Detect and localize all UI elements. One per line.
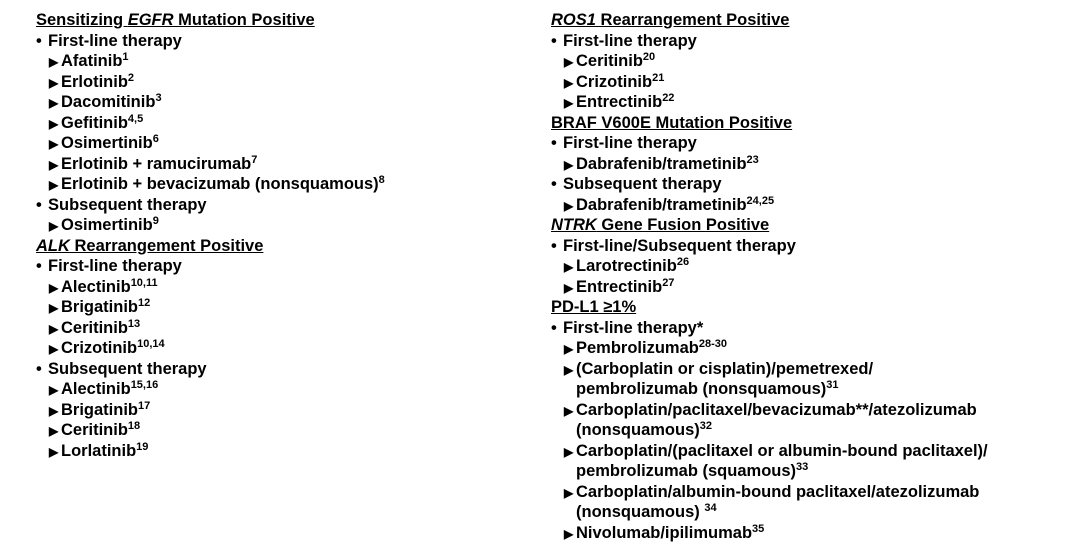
item-label: Dabrafenib/trametinib (576, 154, 747, 173)
reference-superscript: 22 (662, 92, 675, 104)
item-label: Pembrolizumab (576, 339, 699, 357)
list-item (551, 441, 1071, 462)
right-column (551, 10, 1071, 543)
item-label: Carboplatin/(paclitaxel or albumin-bound paclitaxel)/ (576, 441, 988, 460)
triangle-bullet-icon: ▶ (49, 157, 59, 172)
item-label-continued: pembrolizumab (squamous) (576, 462, 797, 480)
item-label: Carboplatin/albumin-bound paclitaxel/atezolizumab (576, 482, 980, 501)
triangle-bullet-icon: ▶ (49, 342, 59, 356)
reference-superscript: 34 (704, 502, 717, 514)
egfr-first-line-list (36, 51, 506, 195)
triangle-bullet-icon: ▶ (564, 55, 574, 69)
item-label: Osimertinib (61, 216, 153, 234)
list-item (36, 72, 506, 93)
list-item (36, 277, 506, 298)
reference-superscript: 24,25 (746, 194, 775, 207)
list-item (36, 51, 506, 72)
alk-subsequent-label: • Subsequent therapy (36, 359, 207, 378)
ros1-first-line-list (551, 51, 1071, 113)
triangle-bullet-icon: ▶ (564, 157, 574, 172)
reference-superscript: 10,11 (130, 276, 158, 289)
item-label: Crizotinib (61, 339, 138, 357)
list-item-continuation (551, 461, 1071, 482)
item-label: Brigatinib (61, 400, 138, 419)
list-item (551, 277, 1071, 298)
bullet-icon: • (551, 175, 557, 193)
ros1-first-line-label: • First-line therapy (551, 31, 697, 50)
item-label: Dabrafenib/trametinib (576, 195, 747, 214)
braf-first-line-label: • First-line therapy (551, 134, 697, 152)
reference-superscript: 23 (746, 153, 759, 166)
braf-subsequent-list (551, 195, 1071, 216)
list-item (36, 154, 506, 175)
triangle-bullet-icon: ▶ (49, 219, 59, 233)
triangle-bullet-icon: ▶ (49, 75, 59, 90)
triangle-bullet-icon: ▶ (49, 301, 59, 315)
item-label-continued: pembrolizumab (nonsquamous) (576, 380, 827, 398)
reference-superscript: 33 (796, 461, 809, 473)
pdl1-heading: PD-L1 ≥1% (551, 298, 637, 316)
list-item (551, 51, 1071, 72)
reference-superscript: 10,14 (137, 338, 165, 350)
ros1-heading: ROS1 Rearrangement Positive (551, 11, 790, 29)
triangle-bullet-icon: ▶ (49, 116, 59, 131)
list-item-continuation (551, 379, 1071, 400)
reference-superscript: 8 (378, 174, 385, 186)
reference-superscript: 3 (155, 92, 162, 104)
list-item (551, 482, 1071, 503)
alk-heading: ALK Rearrangement Positive (36, 236, 264, 255)
bullet-icon: • (551, 31, 557, 50)
reference-superscript: 18 (127, 420, 141, 432)
item-label: Entrectinib (576, 93, 663, 111)
list-item (36, 133, 506, 154)
egfr-heading: Sensitizing EGFR Mutation Positive (36, 11, 315, 29)
item-label: Gefitinib (61, 113, 128, 132)
reference-superscript: 28-30 (698, 338, 727, 350)
triangle-bullet-icon: ▶ (564, 403, 574, 418)
item-label: Osimertinib (61, 134, 153, 152)
reference-superscript: 4,5 (127, 112, 144, 125)
egfr-first-line-label: • First-line therapy (36, 31, 182, 50)
triangle-bullet-icon: ▶ (564, 198, 574, 213)
reference-superscript: 27 (662, 276, 675, 289)
triangle-bullet-icon: ▶ (49, 383, 59, 397)
item-label: Crizotinib (576, 72, 653, 91)
left-column (36, 10, 506, 461)
braf-heading: BRAF V600E Mutation Positive (551, 113, 793, 132)
reference-superscript: 17 (138, 399, 151, 412)
item-label: Entrectinib (576, 277, 663, 296)
pdl1-list (551, 338, 1071, 543)
list-item (36, 379, 506, 400)
reference-superscript: 19 (136, 440, 149, 453)
list-item (36, 318, 506, 339)
pdl1-first-line-label: • First-line therapy* (551, 318, 704, 337)
triangle-bullet-icon: ▶ (564, 96, 574, 110)
bullet-icon: • (36, 359, 42, 378)
item-label: Ceritinib (61, 421, 128, 439)
reference-superscript: 15,16 (130, 379, 159, 391)
list-item (551, 523, 1071, 544)
item-label: Ceritinib (576, 52, 643, 70)
list-item (36, 420, 506, 441)
reference-superscript: 1 (122, 51, 129, 63)
braf-first-line-list (551, 154, 1071, 175)
alk-first-line-list (36, 277, 506, 359)
triangle-bullet-icon: ▶ (49, 55, 59, 69)
item-label-continued: (nonsquamous) (576, 503, 705, 521)
triangle-bullet-icon: ▶ (564, 280, 574, 295)
reference-superscript: 9 (152, 215, 159, 227)
triangle-bullet-icon: ▶ (564, 75, 574, 90)
triangle-bullet-icon: ▶ (49, 444, 59, 459)
ntrk-first-line-label: • First-line/Subsequent therapy (551, 236, 796, 255)
triangle-bullet-icon: ▶ (49, 137, 59, 151)
list-item (551, 359, 1071, 380)
item-label: (Carboplatin or cisplatin)/pemetrexed/ (576, 359, 874, 378)
item-label: Lorlatinib (61, 441, 137, 460)
list-item (36, 215, 506, 236)
triangle-bullet-icon: ▶ (49, 403, 59, 418)
item-label: Erlotinib + ramucirumab (61, 154, 252, 173)
triangle-bullet-icon: ▶ (49, 178, 59, 192)
triangle-bullet-icon: ▶ (49, 280, 59, 295)
ntrk-heading: NTRK Gene Fusion Positive (551, 216, 770, 234)
reference-superscript: 12 (138, 297, 151, 309)
bullet-icon: • (551, 318, 557, 337)
list-item (36, 92, 506, 113)
reference-superscript: 20 (642, 51, 656, 63)
list-item-continuation (551, 420, 1071, 441)
triangle-bullet-icon: ▶ (564, 444, 574, 459)
reference-superscript: 2 (127, 71, 135, 84)
list-item (36, 113, 506, 134)
egfr-subsequent-list (36, 215, 506, 236)
list-item-continuation (551, 502, 1071, 523)
bullet-icon: • (36, 257, 42, 275)
list-item (36, 297, 506, 318)
ntrk-first-line-list (551, 256, 1071, 297)
triangle-bullet-icon: ▶ (564, 362, 574, 377)
list-item (36, 338, 506, 359)
triangle-bullet-icon: ▶ (49, 321, 59, 336)
list-item (551, 154, 1071, 175)
braf-subsequent-label: • Subsequent therapy (551, 175, 722, 193)
reference-superscript: 6 (152, 133, 159, 145)
item-label: Afatinib (61, 52, 123, 70)
triangle-bullet-icon: ▶ (49, 96, 59, 110)
alk-first-line-label: • First-line therapy (36, 257, 182, 275)
reference-superscript: 32 (699, 420, 712, 432)
triangle-bullet-icon: ▶ (564, 526, 574, 541)
reference-superscript: 21 (652, 71, 665, 84)
list-item (36, 400, 506, 421)
bullet-icon: • (36, 31, 42, 50)
list-item (551, 92, 1071, 113)
list-item (551, 195, 1071, 216)
item-label: Erlotinib + bevacizumab (nonsquamous) (61, 175, 379, 193)
item-label: Carboplatin/paclitaxel/bevacizumab**/atezolizumab (576, 400, 977, 419)
reference-superscript: 7 (251, 153, 258, 166)
list-item (551, 72, 1071, 93)
list-item (551, 338, 1071, 359)
item-label: Brigatinib (61, 298, 138, 316)
item-label-continued: (nonsquamous) (576, 421, 700, 439)
item-label: Alectinib (61, 380, 131, 398)
alk-subsequent-list (36, 379, 506, 461)
reference-superscript: 26 (676, 256, 690, 268)
reference-superscript: 35 (752, 522, 765, 535)
triangle-bullet-icon: ▶ (564, 342, 574, 356)
item-label: Ceritinib (61, 318, 128, 337)
item-label: Nivolumab/ipilimumab (576, 523, 753, 542)
bullet-icon: • (551, 134, 557, 152)
egfr-subsequent-label: • Subsequent therapy (36, 195, 207, 214)
triangle-bullet-icon: ▶ (49, 424, 59, 438)
triangle-bullet-icon: ▶ (564, 485, 574, 500)
item-label: Dacomitinib (61, 93, 156, 111)
list-item (36, 174, 506, 195)
triangle-bullet-icon: ▶ (564, 260, 574, 274)
item-label: Alectinib (61, 277, 131, 296)
reference-superscript: 31 (826, 379, 839, 391)
list-item (551, 400, 1071, 421)
reference-superscript: 13 (127, 317, 141, 330)
bullet-icon: • (551, 236, 557, 255)
list-item (36, 441, 506, 462)
item-label: Erlotinib (61, 72, 128, 91)
item-label: Larotrectinib (576, 257, 677, 275)
list-item (551, 256, 1071, 277)
bullet-icon: • (36, 195, 42, 214)
